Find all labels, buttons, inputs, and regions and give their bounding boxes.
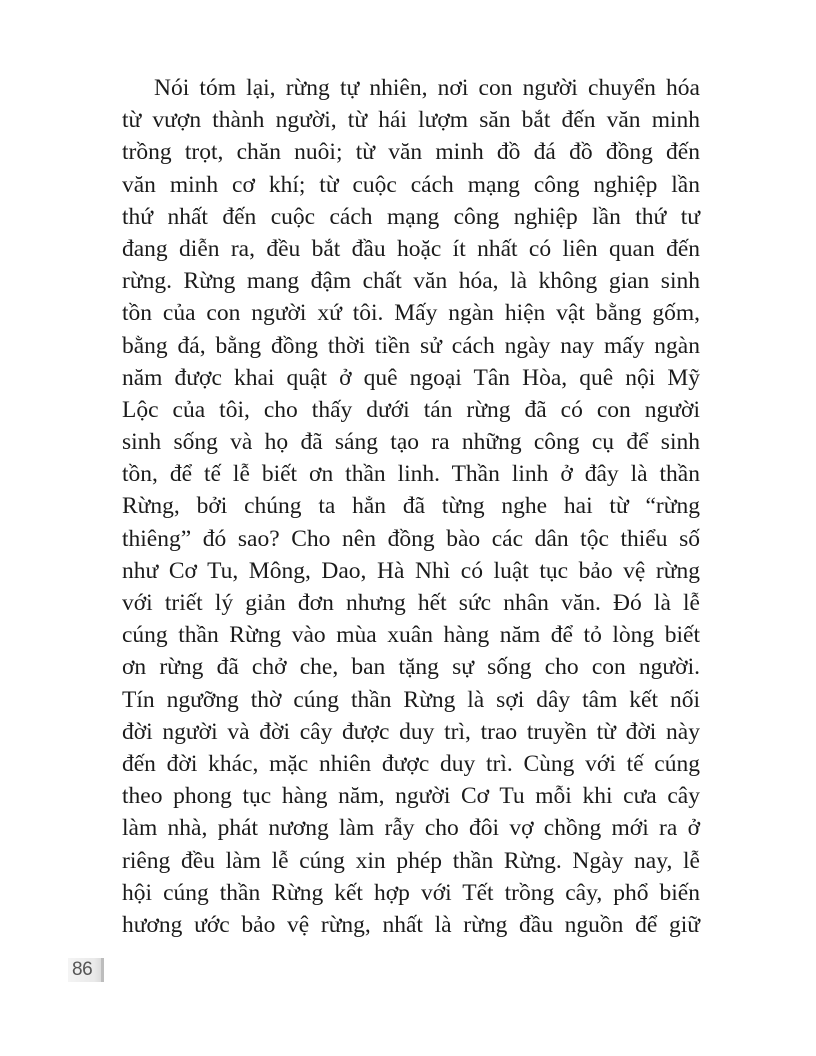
text-line: rừng. Rừng mang đậm chất văn hóa, là không gian sinh	[122, 268, 700, 295]
text-line: theo phong tục hàng năm, người Cơ Tu mỗi khi cưa cây	[122, 783, 700, 810]
text-line: đời người và đời cây được duy trì, trao truyền từ đời này	[122, 718, 700, 745]
text-line: thứ nhất đến cuộc cách mạng công nghiệp lần thứ tư	[122, 203, 700, 230]
text-line: trồng trọt, chăn nuôi; từ văn minh đồ đá đồ đồng đến	[122, 139, 700, 166]
text-line: Rừng, bởi chúng ta hẳn đã từng nghe hai từ “rừng	[122, 493, 700, 520]
text-line: đến đời khác, mặc nhiên được duy trì. Cùng với tế cúng	[122, 750, 700, 777]
text-line: riêng đều làm lễ cúng xin phép thần Rừng. Ngày nay, lễ	[122, 847, 700, 874]
text-line: năm được khai quật ở quê ngoại Tân Hòa, quê nội Mỹ	[122, 364, 700, 391]
text-line: với triết lý giản đơn nhưng hết sức nhân văn. Đó là lễ	[122, 590, 700, 616]
text-line: như Cơ Tu, Mông, Dao, Hà Nhì có luật tục bảo vệ rừng	[122, 557, 700, 584]
text-line: văn minh cơ khí; từ cuộc cách mạng công nghiệp lần	[122, 171, 700, 198]
text-line: tồn của con người xứ tôi. Mấy ngàn hiện vật bằng gốm,	[122, 300, 700, 327]
text-line: đang diễn ra, đều bắt đầu hoặc ít nhất có liên quan đến	[122, 235, 700, 262]
text-line: tồn, để tế lễ biết ơn thần linh. Thần linh ở đây là thần	[122, 461, 700, 488]
text-line: làm nhà, phát nương làm rẫy cho đôi vợ chồng mới ra ở	[122, 815, 700, 842]
text-line: thiêng” đó sao? Cho nên đồng bào các dân tộc thiểu số	[122, 525, 700, 552]
text-line: từ vượn thành người, từ hái lượm săn bắt đến văn minh	[122, 107, 700, 134]
text-line: ơn rừng đã chở che, ban tặng sự sống cho con người.	[122, 654, 700, 681]
text-line: bằng đá, bằng đồng thời tiền sử cách ngày nay mấy ngàn	[122, 332, 700, 359]
page-number-tab	[68, 958, 104, 982]
text-line: hương ước bảo vệ rừng, nhất là rừng đầu nguồn để giữ	[122, 911, 700, 938]
text-line: Tín ngưỡng thờ cúng thần Rừng là sợi dây tâm kết nối	[122, 686, 700, 713]
body-paragraph	[122, 72, 700, 941]
text-line: Lộc của tôi, cho thấy dưới tán rừng đã có con người	[122, 396, 700, 423]
page-number: 86	[72, 959, 93, 980]
text-line: sinh sống và họ đã sáng tạo ra những công cụ để sinh	[122, 429, 700, 456]
text-line: hội cúng thần Rừng kết hợp với Tết trồng cây, phổ biến	[122, 879, 700, 906]
text-line: Nói tóm lại, rừng tự nhiên, nơi con người chuyển hóa	[154, 75, 700, 101]
text-line: cúng thần Rừng vào mùa xuân hàng năm để tỏ lòng biết	[122, 622, 700, 649]
